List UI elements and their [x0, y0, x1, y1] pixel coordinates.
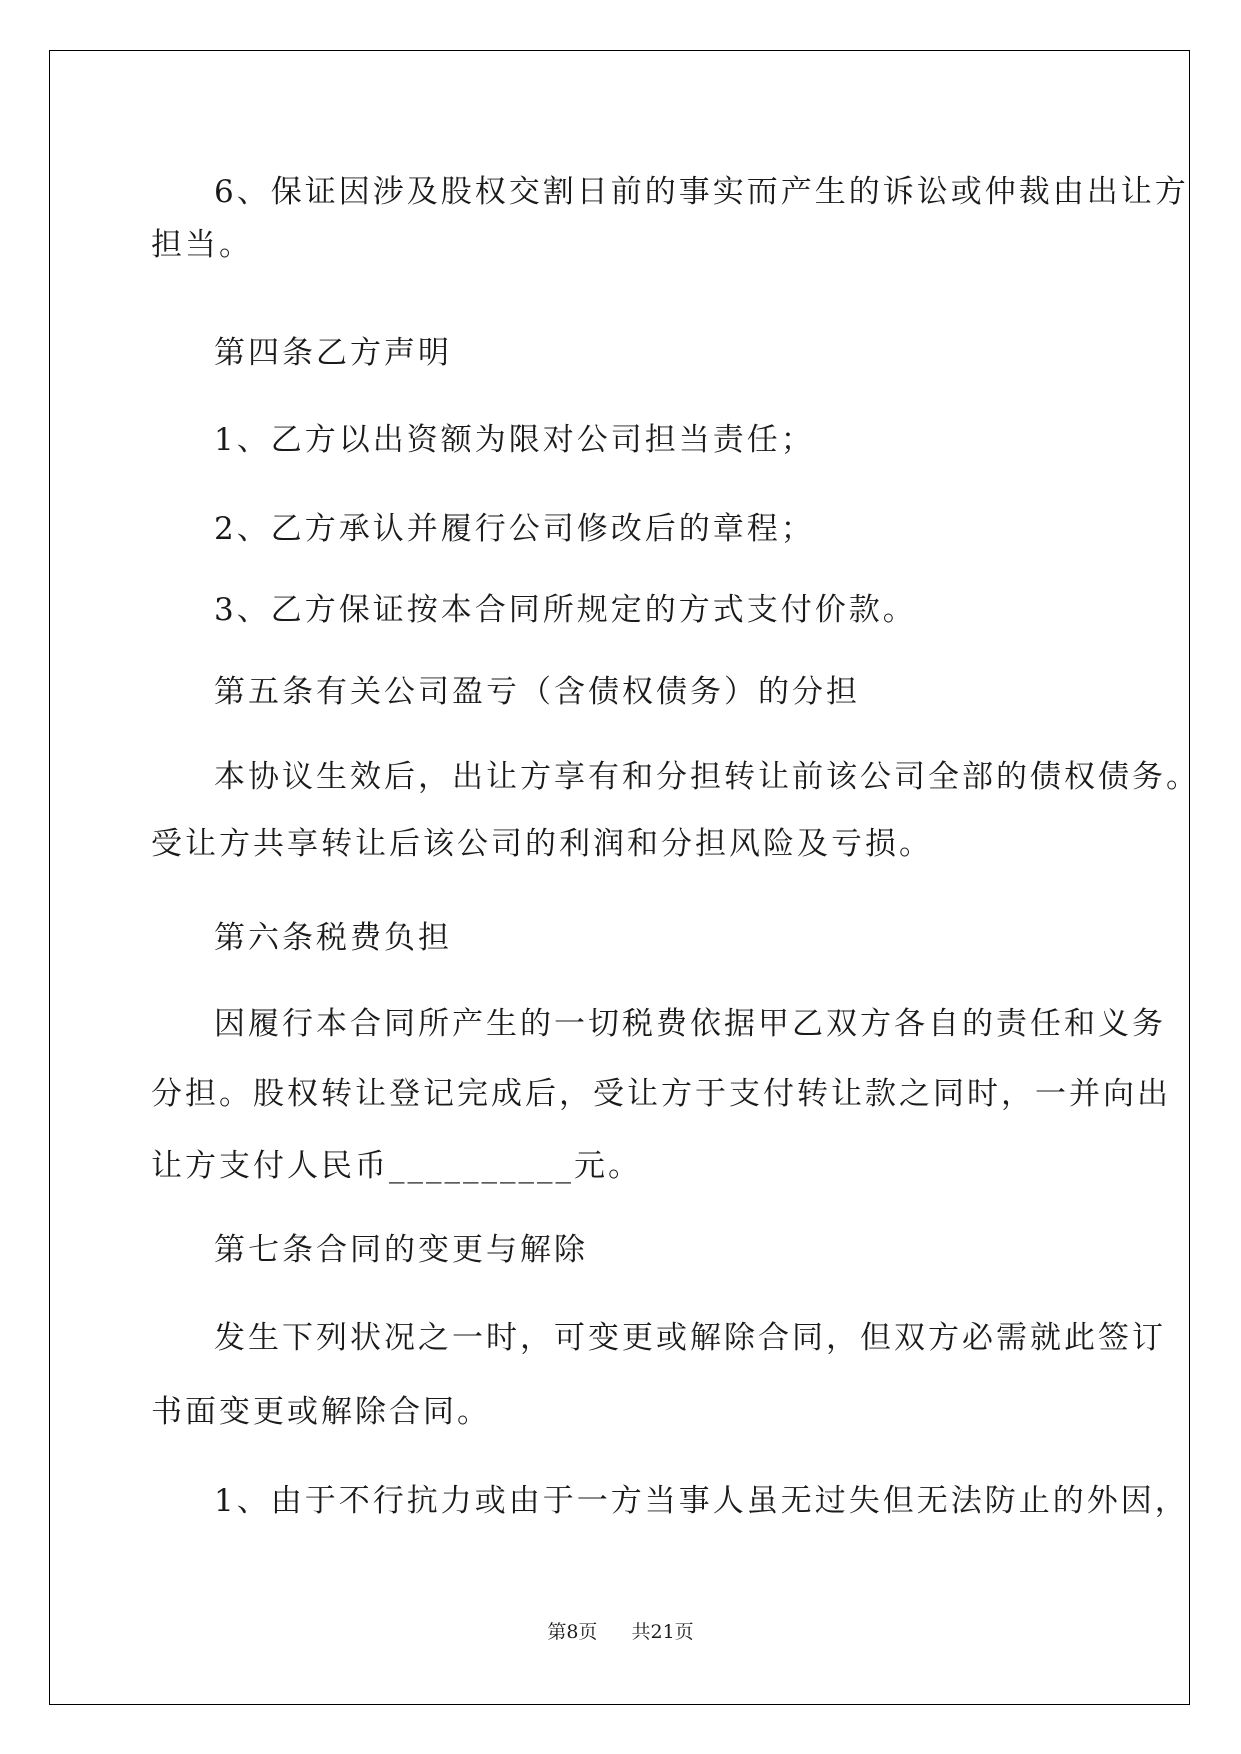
paragraph-line: 1、乙方以出资额为限对公司担当责任；: [214, 422, 815, 458]
page-number-total: 共21页: [631, 1621, 694, 1643]
paragraph-line: 发生下列状况之一时，可变更或解除合同，但双方必需就此签订: [214, 1320, 1166, 1356]
paragraph-line: 让方支付人民币__________元。: [151, 1148, 642, 1184]
paragraph-line: 本协议生效后，出让方享有和分担转让前该公司全部的债权债务。: [214, 759, 1200, 795]
section-heading: 第七条合同的变更与解除: [214, 1232, 588, 1268]
paragraph-line: 因履行本合同所产生的一切税费依据甲乙双方各自的责任和义务: [214, 1006, 1166, 1042]
paragraph-line: 受让方共享转让后该公司的利润和分担风险及亏损。: [151, 826, 933, 862]
section-heading: 第五条有关公司盈亏（含债权债务）的分担: [214, 674, 860, 710]
section-heading: 第六条税费负担: [214, 920, 452, 956]
paragraph-line: 书面变更或解除合同。: [151, 1394, 491, 1430]
paragraph-line: 担当。: [151, 227, 253, 263]
paragraph-line: 1、由于不行抗力或由于一方当事人虽无过失但无法防止的外因，: [214, 1483, 1189, 1519]
page-border: [49, 50, 1190, 1705]
page-footer: [0, 1617, 1241, 1644]
paragraph-line: 3、乙方保证按本合同所规定的方式支付价款。: [214, 592, 917, 628]
paragraph-line: 分担。股权转让登记完成后，受让方于支付转让款之同时，一并向出: [151, 1076, 1171, 1112]
section-heading: 第四条乙方声明: [214, 335, 452, 371]
paragraph-line: 6、保证因涉及股权交割日前的事实而产生的诉讼或仲裁由出让方: [214, 174, 1189, 210]
paragraph-line: 2、乙方承认并履行公司修改后的章程；: [214, 511, 815, 547]
page-number-current: 第8页: [547, 1621, 598, 1643]
